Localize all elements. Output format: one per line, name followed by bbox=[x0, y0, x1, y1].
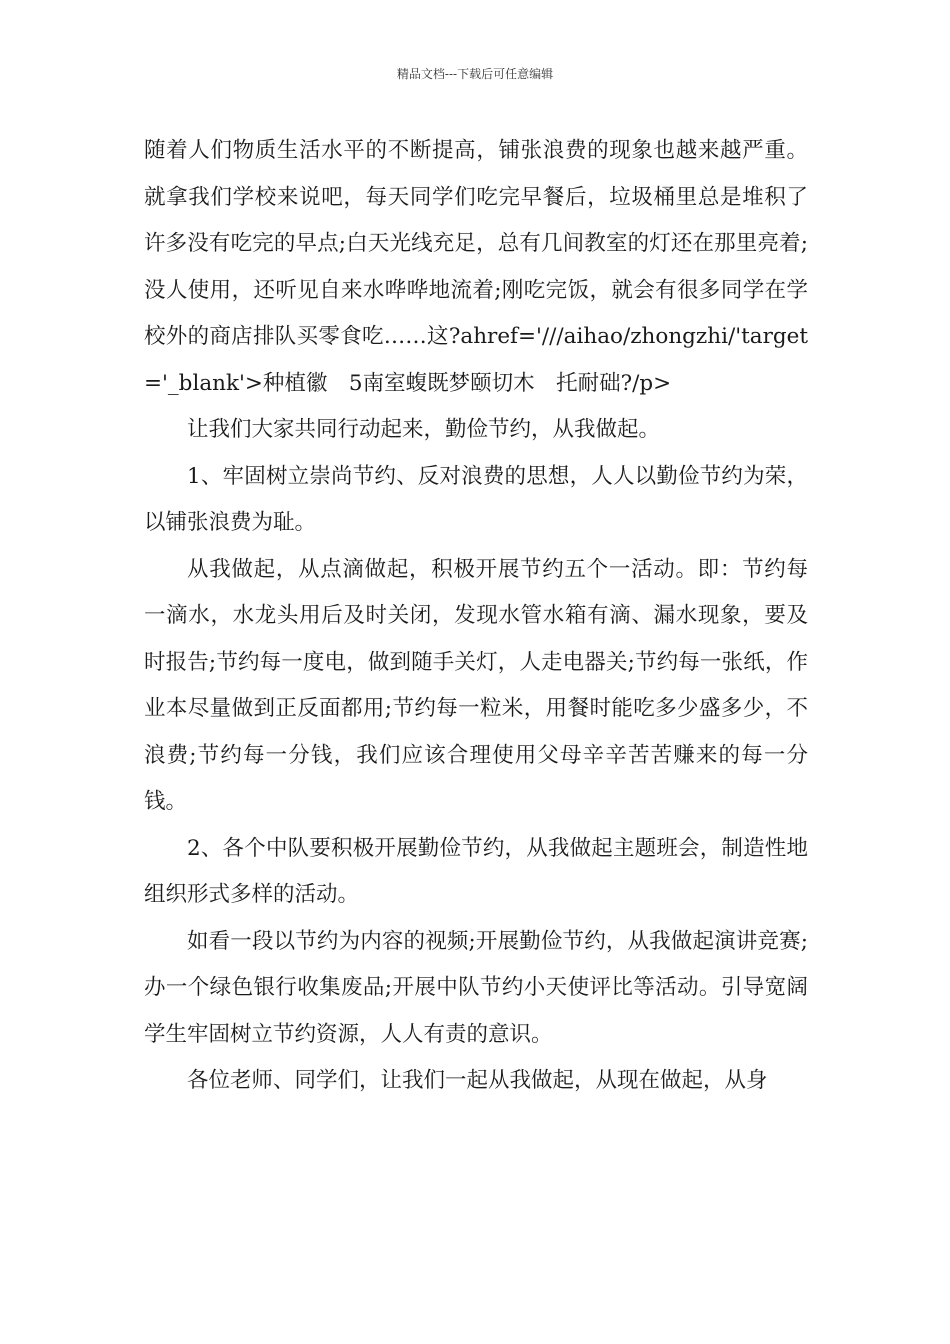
paragraph-point-2: 2、各个中队要积极开展勤俭节约，从我做起主题班会，制造性地组织形式多样的活动。 bbox=[144, 835, 808, 907]
paragraph-activities: 如看一段以节约为内容的视频;开展勤俭节约，从我做起演讲竞赛;办一个绿色银行收集废品;开展中队节约小天使评比等活动。引导宽阔学生牢固树立节约资源，人人有责的意识。 bbox=[144, 928, 808, 1047]
paragraph-closing: 各位老师、同学们，让我们一起从我做起，从现在做起，从身 bbox=[187, 1068, 768, 1093]
paragraph-intro: 随着人们物质生活水平的不断提高，铺张浪费的现象也越来越严重。就拿我们学校来说吧，每天同学们吃完早餐后，垃圾桶里总是堆积了许多没有吃完的早点;白天光线充足，总有几间教室的灯还在那里亮着;没人使用，还听见自来水哗哗地流着;刚吃完饭，就会有很多同学在学校外的商店排队买零食吃……这?ahref='///aihao/zhongzhi/'target='_blank'>种植徽 5南室蝮既梦颐切木 托耐础?/p> bbox=[144, 138, 808, 396]
page-header: 精品文档---下载后可任意编辑 bbox=[396, 67, 554, 81]
paragraph-five-savings: 从我做起，从点滴做起，积极开展节约五个一活动。即：节约每一滴水，水龙头用后及时关闭，发现水管水箱有滴、漏水现象，要及时报告;节约每一度电，做到随手关灯，人走电器关;节约每一张纸，作业本尽量做到正反面都用;节约每一粒米，用餐时能吃多少盛多少，不浪费;节约每一分钱，我们应该合理使用父母辛辛苦苦赚来的每一分钱。 bbox=[144, 556, 808, 814]
document-body bbox=[144, 128, 808, 1105]
paragraph-point-1: 1、牢固树立崇尚节约、反对浪费的思想，人人以勤俭节约为荣，以铺张浪费为耻。 bbox=[144, 463, 808, 535]
paragraph-call-to-action: 让我们大家共同行动起来，勤俭节约，从我做起。 bbox=[187, 417, 661, 442]
